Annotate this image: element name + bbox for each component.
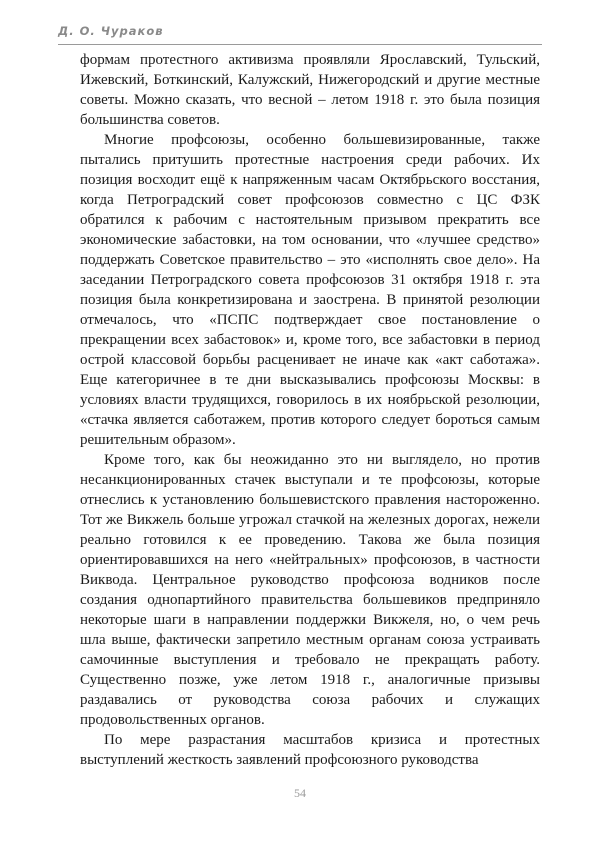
paragraph-unsanctioned-strikes: Кроме того, как бы неожиданно это ни выглядело, но против несанкционированных стачек выступали и те профсоюзы, которые отнеслись к установлению большевистского правления настороженно. Тот же Викжель больше угрожал стачкой на железных дорогах, нежели реально готовился к ее проведению. Такова же была позиция ориентировавшихся на него «нейтральных» профсоюзов, в частности Виквода. Центральное руководство профсоюза водников после создания однопартийного правительства большевиков предприняло некоторые шаги в направлении поддержки Викжеля, но, о чем речь шла выше, фактически запретило местным органам союза устраивать самочинные выступления и требовало не прекращать работу. Существенно позже, уже летом 1918 г., аналогичные призывы раздавались от руководства союза рабочих и служащих продовольственных органов. (80, 452, 540, 728)
paragraph-continuation: формам протестного активизма проявляли Ярославский, Тульский, Ижевский, Боткинский, Калужский, Нижегородский и другие местные советы. Можно сказать, что весной – летом 1918 г. это была позиция большинства советов. (80, 52, 540, 128)
paragraph-crisis: По мере разрастания масштабов кризиса и протестных выступлений жесткость заявлений профсоюзного руководства (80, 732, 540, 768)
body-text (80, 50, 540, 770)
paragraph-trade-unions: Многие профсоюзы, особенно большевизированные, также пытались притушить протестные настроения среди рабочих. Их позиция восходит ещё к напряженным часам Октябрьского восстания, когда Петроградский совет профсоюзов совместно с ЦС ФЗК обратился к рабочим с настоятельным призывом прекратить все экономические забастовки, на том основании, что «лучшее средство» поддержать Советское правительство – это «исполнять свое дело». На заседании Петроградского совета профсоюзов 31 октября 1918 г. эта позиция была конкретизирована и заострена. В принятой резолюции отмечалось, что «ПСПС подтверждает свое постановление о прекращении всех забастовок» и, кроме того, все забастовки в период острой классовой борьбы расценивает не иначе как «акт саботажа». Еще категоричнее в те дни высказывались профсоюзы Москвы: в условиях власти трудящихся, говорилось в их ноябрьской резолюции, «стачка является саботажем, против которого следует бороться самым решительным образом». (80, 132, 540, 448)
page-number: 54 (294, 786, 306, 800)
running-head-author: Д. О. Чураков (58, 24, 164, 38)
header-divider (58, 44, 542, 45)
